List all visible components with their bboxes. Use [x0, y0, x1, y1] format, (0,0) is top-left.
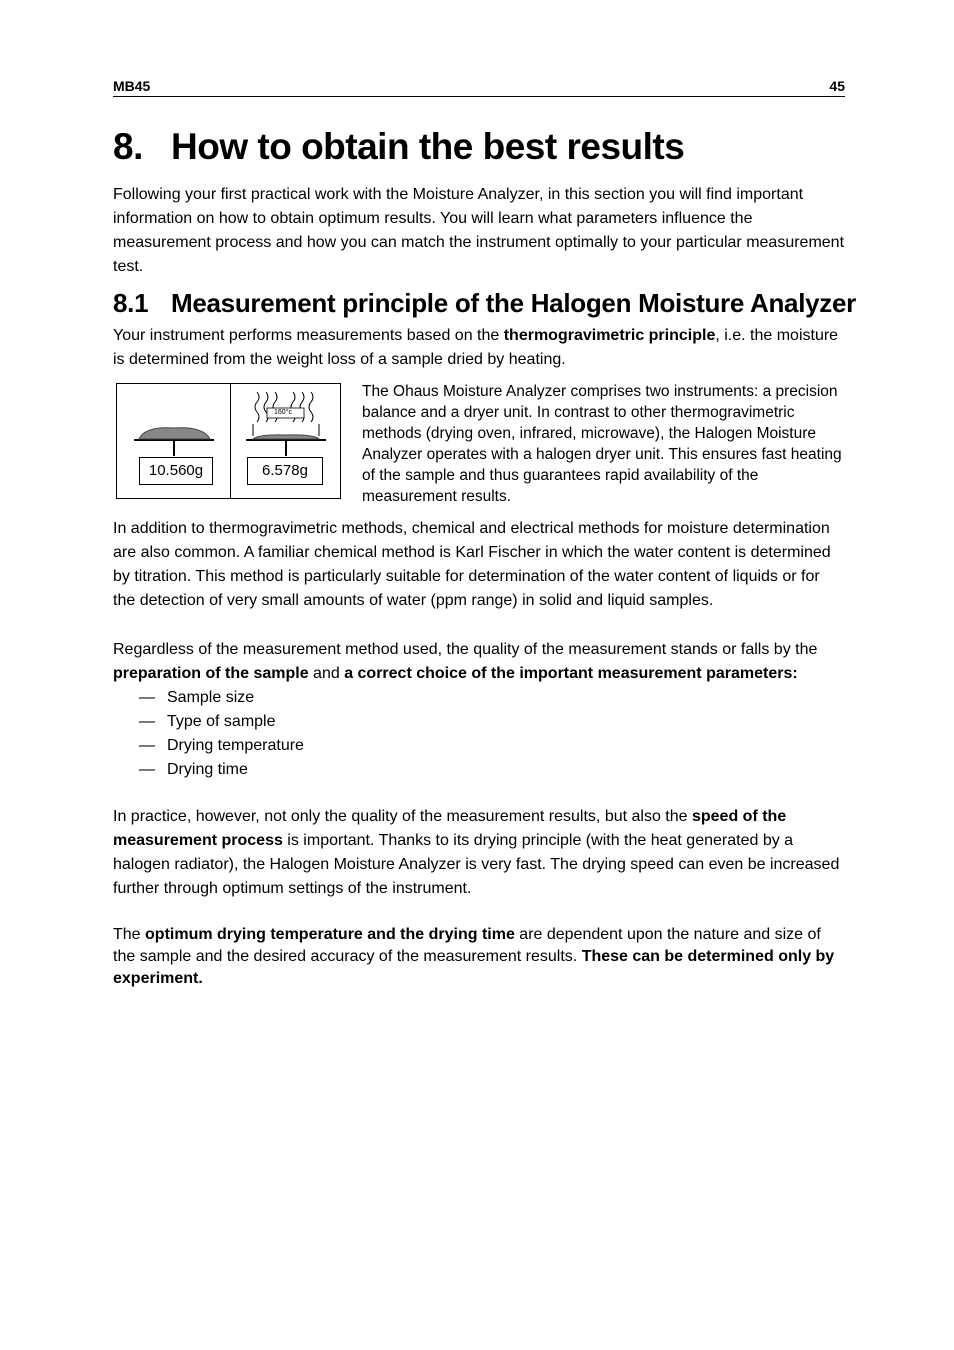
quality-bold-2: a correct choice of the important measurement parameters: [344, 665, 798, 682]
principle-text-1: Your instrument performs measurements based on the [113, 327, 504, 344]
chapter-title [113, 126, 684, 168]
optimum-text-2: are dependent upon the nature and size of the sample and the desired accuracy of the measurement results. [113, 926, 821, 965]
speed-paragraph [113, 805, 845, 901]
after-weight-display: 6.578g [247, 457, 323, 485]
list-item [139, 758, 304, 782]
figure-description: The Ohaus Moisture Analyzer comprises two instruments: a precision balance and a dryer unit. In contrast to other thermogravimetric methods (drying oven, infrared, microwave), the Halogen Moisture Analyzer operates with a halogen dryer unit. This ensures fast heating of the sample and thus guarantees rapid availability of the measurement results. [362, 383, 842, 505]
list-item [139, 686, 304, 710]
optimum-text-1: The [113, 926, 146, 943]
before-weight-display: 10.560g [139, 457, 213, 485]
heat-waves-icon [255, 392, 313, 422]
list-item [139, 734, 304, 758]
intro-paragraph: Following your first practical work with the Moisture Analyzer, in this section you will find important information on how to obtain optimum results. You will learn what parameters influence the measurement process and how you can match the instrument optimally to your particular measurement test. [113, 186, 845, 275]
list-item-label: Sample size [167, 689, 255, 706]
quality-bold-1: preparation of the sample [113, 665, 309, 682]
chapter-number: 8. [113, 126, 143, 167]
chapter-title-text: How to obtain the best results [171, 126, 685, 167]
quality-paragraph [113, 638, 845, 686]
section-title-text: Measurement principle of the Halogen Moisture Analyzer [171, 288, 856, 318]
optimum-bold-1: optimum drying temperature and the drying time [145, 926, 515, 943]
principle-bold: thermogravimetric principle [503, 327, 716, 344]
bullet-dash: — [139, 689, 155, 706]
quality-text-1: Regardless of the measurement method used, the quality of the measurement stands or falls by the [113, 641, 818, 658]
bullet-dash: — [139, 713, 155, 730]
list-item-label: Drying time [167, 761, 248, 778]
header-title: MB45 [113, 78, 151, 94]
principle-figure [116, 383, 341, 499]
speed-text-2: is important. Thanks to its drying principle (with the heat generated by a halogen radiator), the Halogen Moisture Analyzer is very fast. The drying speed can even be increased further through optimum settings of the instrument. [113, 832, 840, 897]
optimum-paragraph [113, 924, 845, 990]
speed-bold: speed of the measurement process [113, 808, 787, 849]
wet-sample-pan [134, 428, 214, 456]
page-number: 45 [829, 78, 845, 94]
speed-text-1: In practice, however, not only the quality of the measurement results, but also the [113, 808, 692, 825]
section-number: 8.1 [113, 288, 149, 318]
principle-text-2: , i.e. the moisture is determined from the weight loss of a sample dried by heating. [113, 327, 839, 368]
optimum-bold-2: These can be determined only by experiment. [113, 948, 835, 987]
list-item [139, 710, 304, 734]
temperature-label: 160°c [274, 409, 292, 416]
parameter-list [139, 686, 304, 782]
section-title [113, 288, 856, 319]
methods-paragraph: In addition to thermogravimetric methods, chemical and electrical methods for moisture determination are also common. A familiar chemical method is Karl Fischer in which the water content is determined by titration. This method is particularly suitable for determination of the water content of liquids or for the detection of very small amounts of water (ppm range) in solid and liquid samples. [113, 520, 831, 609]
bullet-dash: — [139, 761, 155, 778]
dry-sample-pan [246, 424, 326, 456]
page-header [113, 77, 845, 97]
quality-text-2: and [308, 665, 345, 682]
list-item-label: Drying temperature [167, 737, 304, 754]
bullet-dash: — [139, 737, 155, 754]
principle-paragraph [113, 324, 845, 372]
list-item-label: Type of sample [167, 713, 276, 730]
